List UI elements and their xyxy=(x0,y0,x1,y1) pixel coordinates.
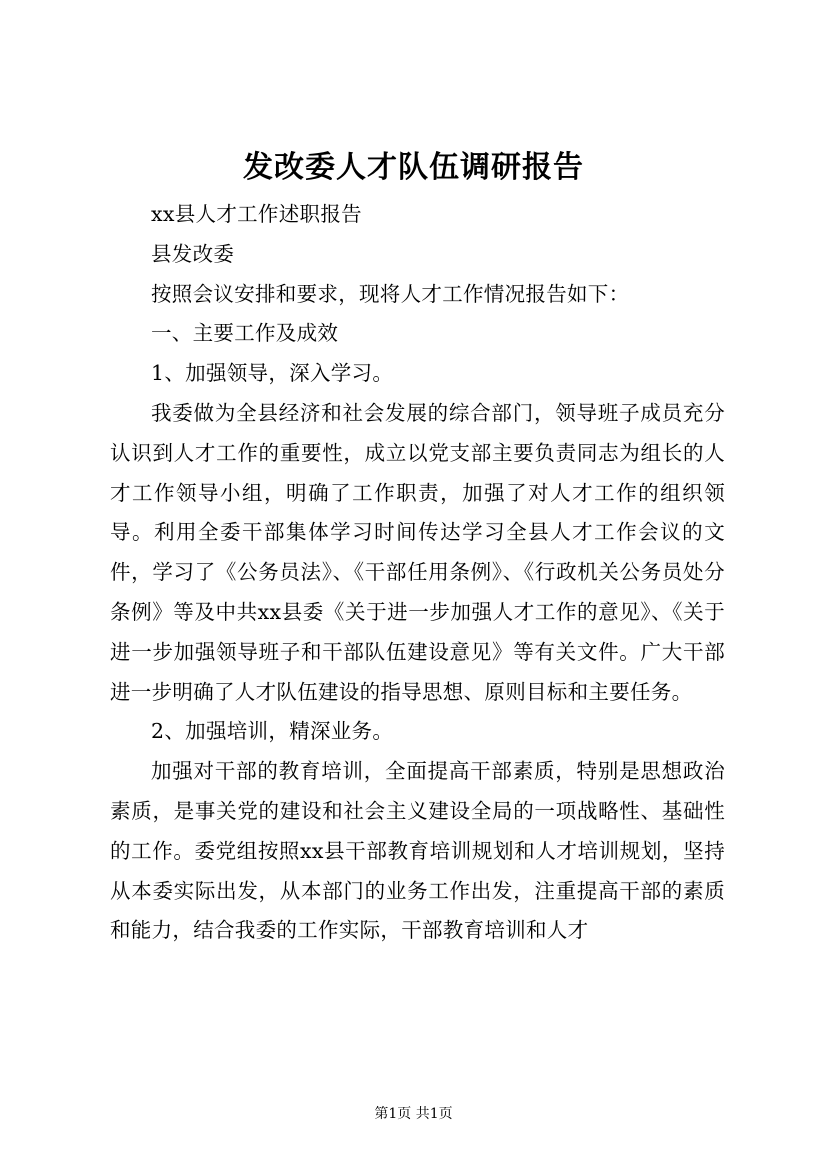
report-subtitle: xx县人才工作述职报告 xyxy=(151,202,362,226)
body-paragraph: 我委做为全县经济和社会发展的综合部门，领导班子成员充分认识到人才工作的重要性，成立以党支部主要负责同志为组长的人才工作领导小组，明确了工作职责，加强了对人才工作的组织领导。利用全委干部集体学习时间传达学习全县人才工作会议的文件，学习了《公务员法》、《干部任用条例》、《行政机关公务员处分条例》等及中共xx县委《关于进一步加强人才工作的意见》、《关于进一步加强领导班子和干部队伍建设意见》等有关文件。广大干部进一步明确了人才队伍建设的指导思想、原则目标和主要任务。 xyxy=(110,400,725,704)
body-paragraph: 加强对干部的教育培训，全面提高干部素质，特别是思想政治素质，是事关党的建设和社会主义建设全局的一项战略性、基础性的工作。委党组按照xx县干部教育培训规划和人才培训规划，坚持从本委实际出发，从本部门的业务工作出发，注重提高干部的素质和能力，结合我委的工作实际，干部教育培训和人才 xyxy=(110,759,725,943)
intro-paragraph: 按照会议安排和要求，现将人才工作情况报告如下： xyxy=(151,281,630,306)
section-heading: 一、主要工作及成效 xyxy=(151,321,339,346)
document-title: 发改委人才队伍调研报告 xyxy=(243,150,584,185)
page-footer: 第1页 共1页 xyxy=(374,1106,453,1122)
document-body xyxy=(110,195,725,951)
subsection-heading: 2、加强培训，精深业务。 xyxy=(151,719,394,744)
subsection-heading: 1、加强领导，深入学习。 xyxy=(151,361,394,386)
report-author: 县发改委 xyxy=(151,241,235,266)
